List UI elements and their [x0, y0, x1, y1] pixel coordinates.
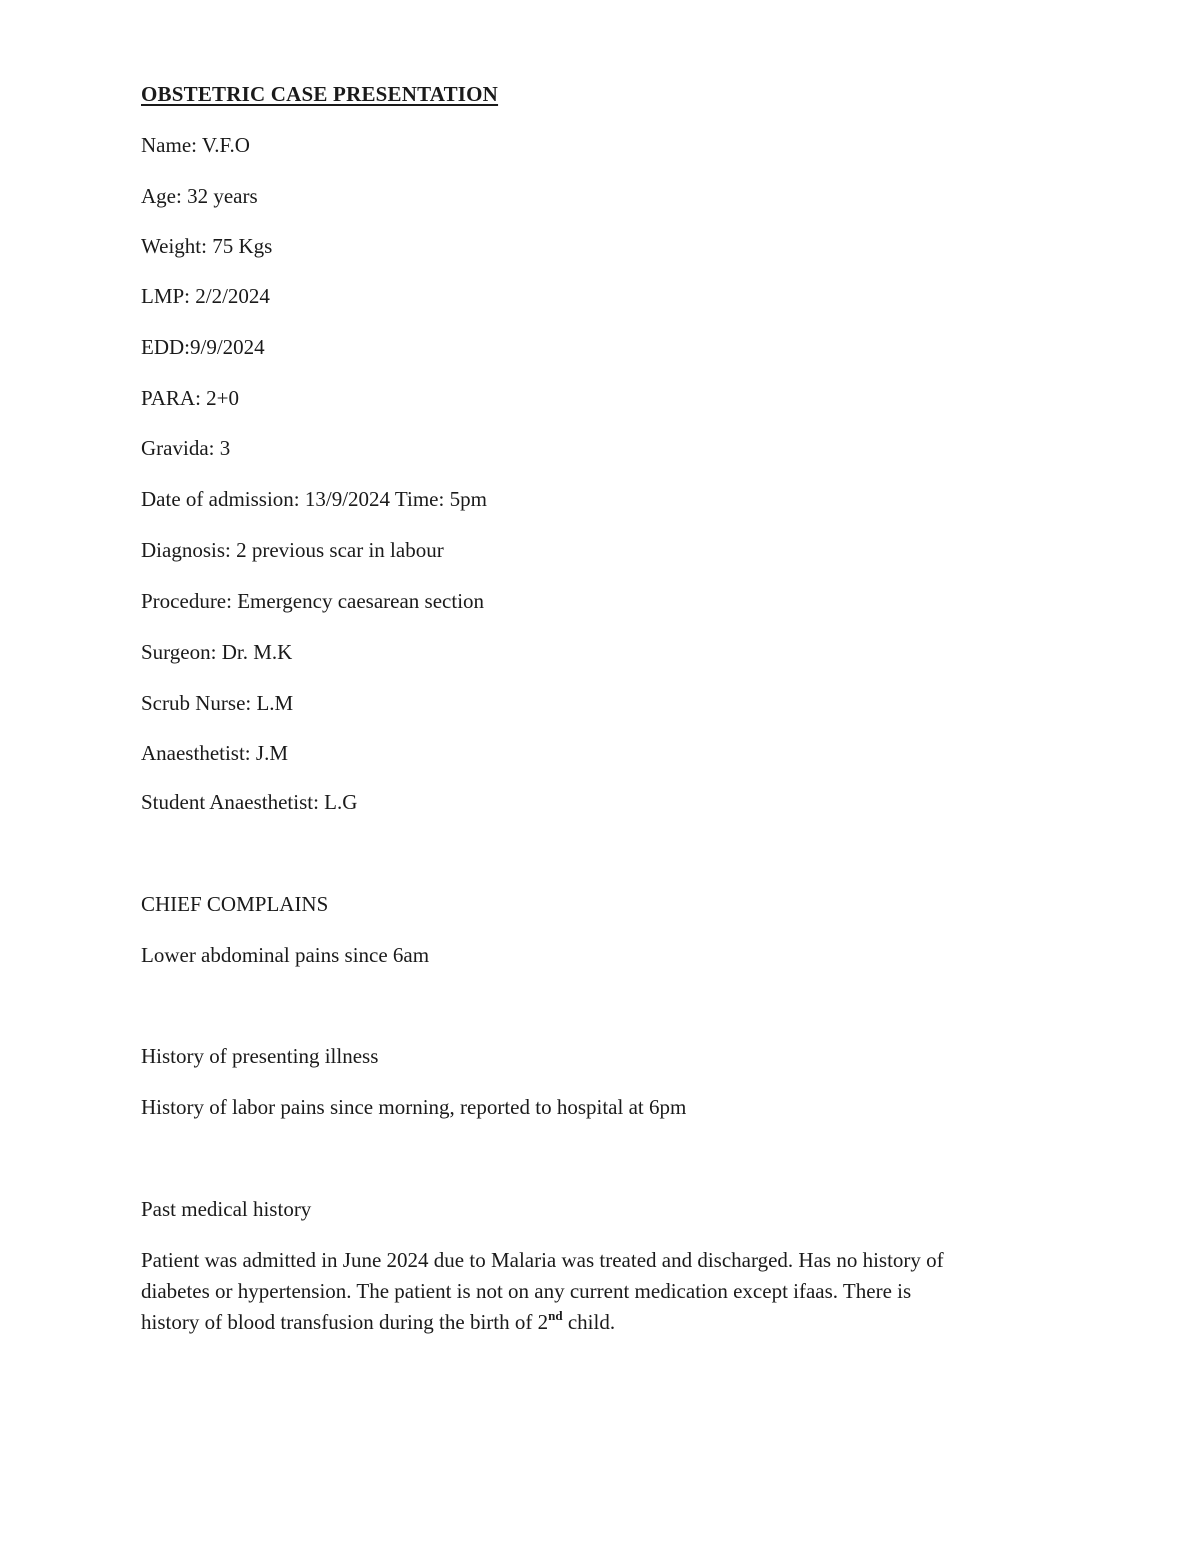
past-medical-history-heading: Past medical history [141, 1197, 312, 1221]
past-medical-history-line-3 [141, 1307, 1071, 1338]
field-scrub-nurse: Scrub Nurse: L.M [141, 691, 294, 715]
presenting-illness-heading: History of presenting illness [141, 1044, 379, 1068]
chief-complains-heading: CHIEF COMPLAINS [141, 892, 329, 916]
field-weight: Weight: 75 Kgs [141, 234, 273, 258]
presenting-illness-text: History of labor pains since morning, reported to hospital at 6pm [141, 1095, 687, 1119]
past-medical-history-paragraph [141, 1245, 1071, 1338]
ordinal-suffix: nd [548, 1308, 563, 1323]
field-surgeon: Surgeon: Dr. M.K [141, 640, 293, 664]
field-date-of-admission: Date of admission: 13/9/2024 Time: 5pm [141, 487, 487, 511]
past-medical-history-line-2: diabetes or hypertension. The patient is not on any current medication except ifaas. There is [141, 1279, 912, 1303]
field-procedure: Procedure: Emergency caesarean section [141, 589, 485, 613]
field-edd: EDD:9/9/2024 [141, 335, 265, 359]
field-gravida: Gravida: 3 [141, 436, 231, 460]
past-medical-history-line-3-text: history of blood transfusion during the birth of 2 [141, 1310, 549, 1334]
field-diagnosis: Diagnosis: 2 previous scar in labour [141, 538, 444, 562]
past-medical-history-line-3-end: child. [562, 1310, 616, 1334]
field-lmp: LMP: 2/2/2024 [141, 284, 270, 308]
chief-complains-text: Lower abdominal pains since 6am [141, 943, 430, 967]
field-student-anaesthetist: Student Anaesthetist: L.G [141, 790, 358, 814]
document-title: OBSTETRIC CASE PRESENTATION [141, 82, 499, 106]
field-anaesthetist: Anaesthetist: J.M [141, 741, 288, 765]
past-medical-history-line-1: Patient was admitted in June 2024 due to Malaria was treated and discharged. Has no history of [141, 1248, 944, 1272]
field-name: Name: V.F.O [141, 133, 250, 157]
field-para: PARA: 2+0 [141, 386, 240, 410]
field-age: Age: 32 years [141, 184, 258, 208]
